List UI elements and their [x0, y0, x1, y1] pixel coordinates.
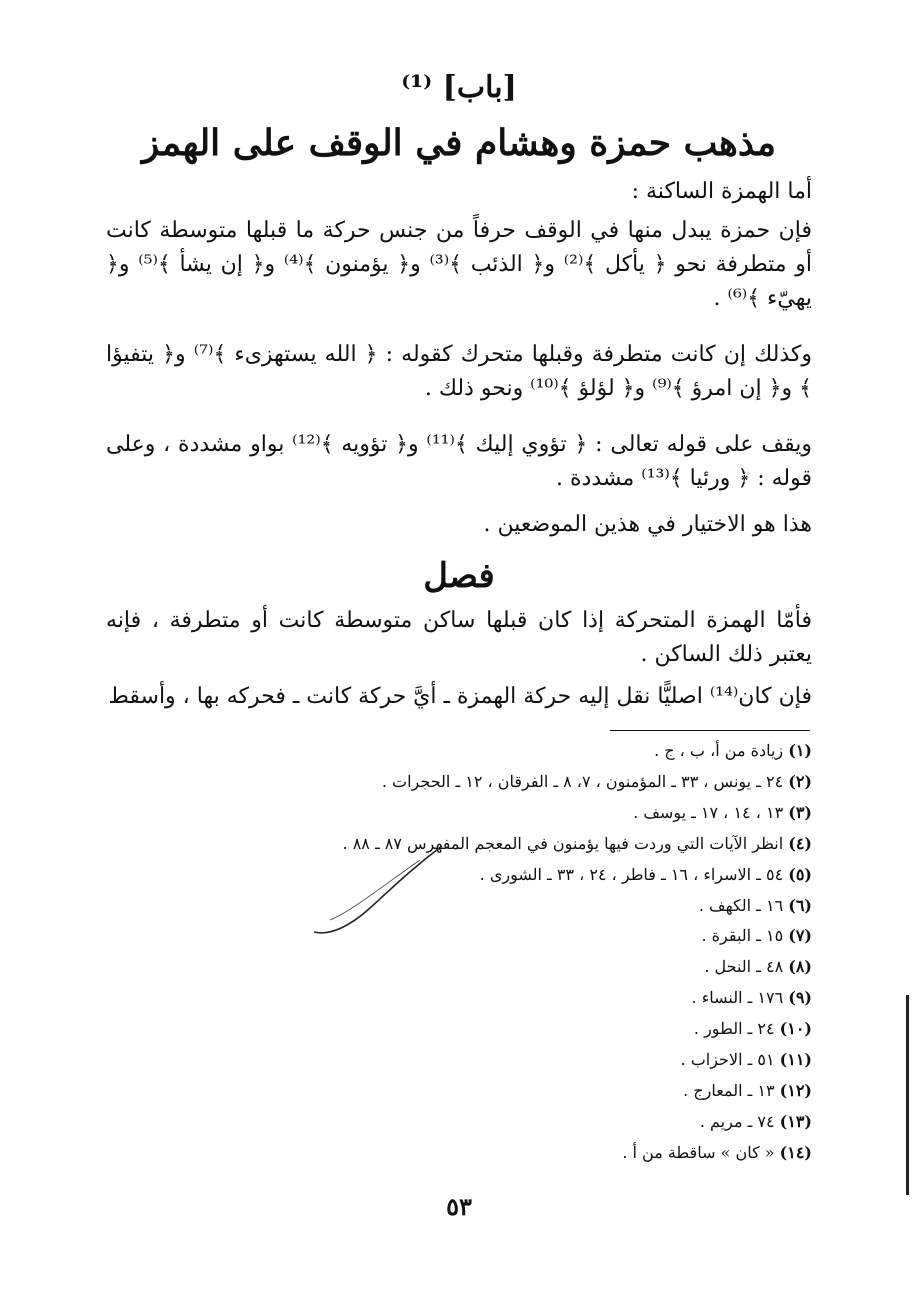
footnote-number: (٥) [788, 864, 812, 884]
footnote-divider [610, 730, 810, 731]
footnote [300, 1107, 812, 1138]
page-number: ٥٣ [446, 1192, 472, 1221]
footnote-text: ٤٨ ـ النحل . [704, 957, 784, 977]
footnote [300, 736, 812, 767]
footnote-text: ١٧٦ ـ النساء . [691, 988, 784, 1008]
footnote-text: زيادة من أ، ب ، ج . [654, 741, 784, 760]
scan-edge-shadow [906, 995, 909, 1195]
footnote [300, 1138, 812, 1169]
footnote-number: (٦) [788, 895, 812, 915]
footnote-text: « كان » ساقطة من أ . [622, 1142, 775, 1162]
footnote-number: (٤) [788, 833, 812, 853]
footnote-number: (١١) [779, 1050, 812, 1070]
footnotes [300, 736, 812, 1169]
pen-scribble-mark [310, 840, 450, 940]
footnote-number: (١٤) [779, 1142, 812, 1162]
paragraph-4: هذا هو الاختيار في هذين الموضعين . [483, 512, 812, 537]
footnote-text: ٢٤ ـ الطور . [693, 1019, 775, 1039]
footnote-number: (٩) [788, 988, 812, 1008]
footnote-text: ٥٤ ـ الاسراء ، ١٦ ـ فاطر ، ٢٤ ، ٣٣ ـ الشورى . [479, 864, 784, 884]
footnote-number: (١٠) [779, 1019, 812, 1039]
footnote [300, 1045, 812, 1076]
paragraph-5: فأمّا الهمزة المتحركة إذا كان قبلها ساكن متوسطة كانت أو متطرفة ، فإنه يعتبر ذلك الساكن . [106, 608, 812, 667]
section-heading: فصل [423, 556, 495, 596]
footnote-text: ٥١ ـ الاحزاب . [680, 1050, 775, 1070]
paragraph-6: فإن كان⁽¹⁴⁾ اصليًّا نقل إليه حركة الهمزة ـ أيَّ حركة كانت ـ فحركه بها ، وأسقط [108, 684, 812, 709]
footnote-text: ٢٤ ـ يونس ، ٣٣ ـ المؤمنون ، ٧، ٨ ـ الفرقان ، ١٢ ـ الحجرات . [381, 771, 784, 791]
footnote-text: ١٣ ـ المعارج . [683, 1080, 775, 1100]
footnote-number: (٧) [788, 926, 812, 946]
chapter-title: مذهب حمزة وهشام في الوقف على الهمز [141, 122, 777, 164]
footnote-number: (٣) [788, 802, 812, 822]
footnote-number: (١٢) [779, 1080, 812, 1100]
paragraph-2: وكذلك إن كانت متطرفة وقبلها متحرك كقوله : ﴿ الله يستهزىء ﴾⁽⁷⁾ و﴿ يتفيؤا ﴾ و﴿ إن امرؤ ﴾⁽⁹⁾ و﴿ لؤلؤ ﴾⁽¹⁰⁾ ونحو ذلك . [106, 342, 812, 401]
paragraph-3: ويقف على قوله تعالى : ﴿ تؤوي إليك ﴾⁽¹¹⁾ و﴿ تؤويه ﴾⁽¹²⁾ بواو مشددة ، وعلى قوله : ﴿ ورئيا ﴾⁽¹³⁾ مشددة . [106, 432, 812, 491]
footnote-text: ١٣ ، ١٤ ، ١٧ ـ يوسف . [633, 802, 784, 822]
paragraph-1: فإن حمزة يبدل منها في الوقف حرفاً من جنس حركة ما قبلها متوسطة كانت أو متطرفة نحو ﴿ يأكل ﴾⁽²⁾ و﴿ الذئب ﴾⁽³⁾ و﴿ يؤمنون ﴾⁽⁴⁾ و﴿ إن يشأ ﴾⁽⁵⁾ و﴿ يهيّء ﴾⁽⁶⁾ . [106, 218, 812, 311]
footnote-text: انظر الآيات التي وردت فيها يؤمنون في المعجم المفهرس ٨٧ ـ ٨٨ . [342, 833, 784, 853]
footnote-number: (١) [788, 741, 812, 760]
footnote-number: (١٣) [779, 1111, 812, 1131]
section-intro: أما الهمزة الساكنة : [631, 179, 812, 204]
footnote [300, 1076, 812, 1107]
footnote [300, 952, 812, 983]
footnote-number: (٨) [788, 957, 812, 977]
footnote-text: ٧٤ ـ مريم . [699, 1111, 775, 1131]
chapter-label: [باب] ⁽¹⁾ [401, 70, 517, 105]
footnote [300, 983, 812, 1014]
footnote [300, 1014, 812, 1045]
footnote-number: (٢) [788, 771, 812, 791]
footnote [300, 767, 812, 798]
footnote-text: ١٥ ـ البقرة . [701, 926, 784, 946]
footnote-text: ١٦ ـ الكهف . [698, 895, 784, 915]
footnote [300, 798, 812, 829]
